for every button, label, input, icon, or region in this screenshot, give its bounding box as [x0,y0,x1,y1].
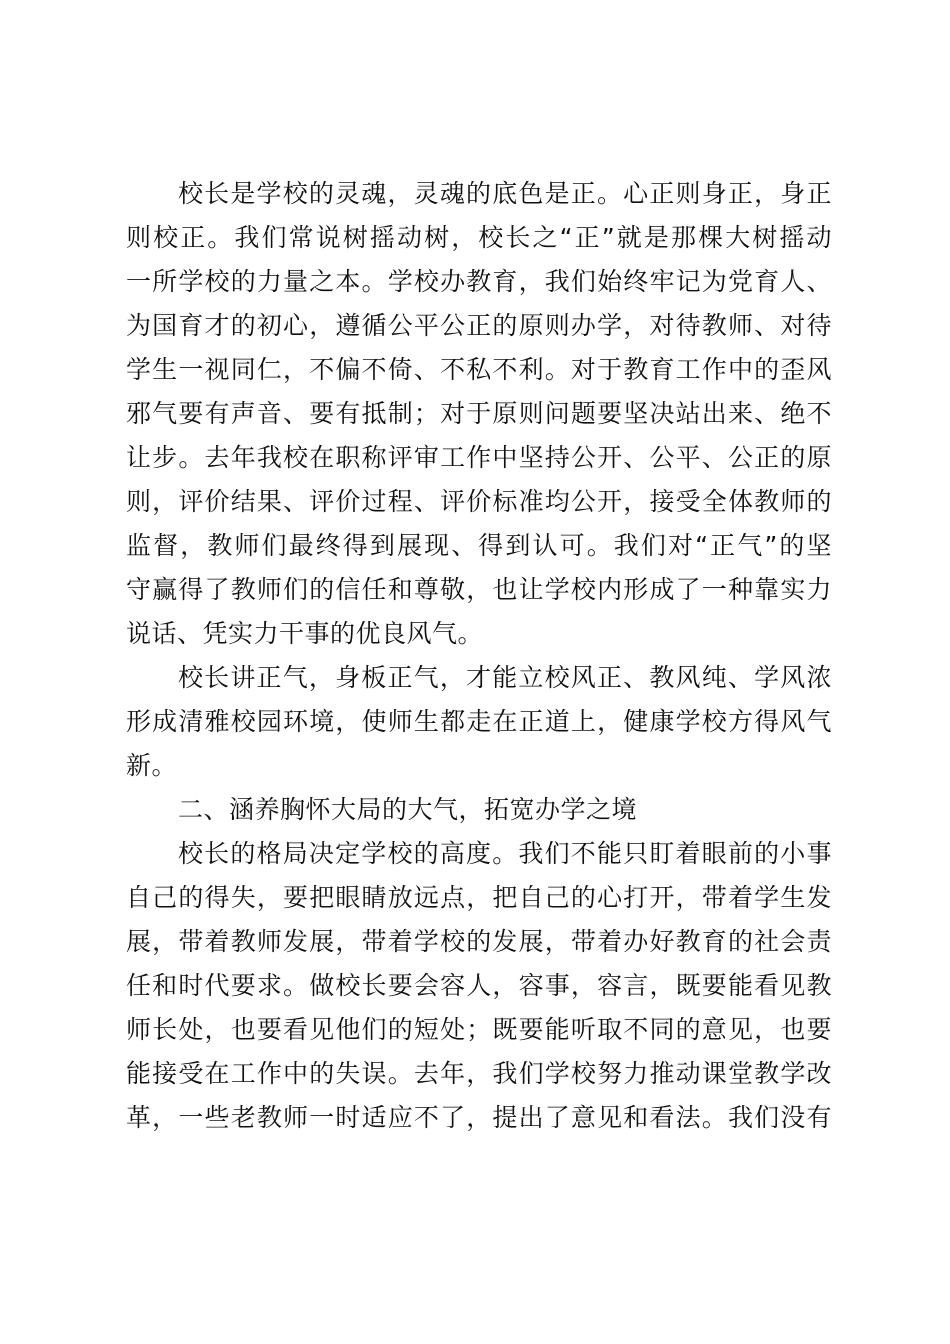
paragraph-line: 学生一视同仁，不偏不倚、不私不利。对于教育工作中的歪风 [126,355,832,384]
paragraph-1 [126,172,832,656]
paragraph-line: 邪气要有声音、要有抵制；对于原则问题要坚决站出来、绝不 [126,399,832,428]
document-body [126,172,832,1140]
paragraph-line: 校长是学校的灵魂，灵魂的底色是正。心正则身正，身正 [178,179,832,208]
section-heading: 二、涵养胸怀大局的大气，拓宽办学之境 [178,795,638,824]
paragraph-line: 展，带着教师发展，带着学校的发展，带着办好教育的社会责 [126,927,832,956]
paragraph-line: 校长的格局决定学校的高度。我们不能只盯着眼前的小事 [178,839,832,868]
paragraph-3 [126,832,832,1140]
paragraph-line: 新。 [126,751,178,780]
paragraph-line: 监督，教师们最终得到展现、得到认可。我们对“正气”的坚 [126,531,832,560]
paragraph-line: 说话、凭实力干事的优良风气。 [126,619,484,648]
paragraph-line: 师长处，也要看见他们的短处；既要能听取不同的意见，也要 [126,1015,832,1044]
paragraph-line: 任和时代要求。做校长要会容人，容事，容言，既要能看见教 [126,971,832,1000]
paragraph-line: 则，评价结果、评价过程、评价标准均公开，接受全体教师的 [126,487,832,516]
paragraph-2 [126,656,832,788]
paragraph-line: 则校正。我们常说树摇动树，校长之“正”就是那棵大树摇动 [126,223,832,252]
paragraph-line: 守赢得了教师们的信任和尊敬，也让学校内形成了一种靠实力 [126,575,832,604]
paragraph-line: 自己的得失，要把眼睛放远点，把自己的心打开，带着学生发 [126,883,832,912]
paragraph-line: 能接受在工作中的失误。去年，我们学校努力推动课堂教学改 [126,1059,832,1088]
paragraph-line: 让步。去年我校在职称评审工作中坚持公开、公平、公正的原 [126,443,832,472]
paragraph-line: 革，一些老教师一时适应不了，提出了意见和看法。我们没有 [126,1103,832,1132]
paragraph-line: 形成清雅校园环境，使师生都走在正道上，健康学校方得风气 [126,707,832,736]
paragraph-line: 为国育才的初心，遵循公平公正的原则办学，对待教师、对待 [126,311,832,340]
paragraph-line: 校长讲正气，身板正气，才能立校风正、教风纯、学风浓 [178,663,832,692]
paragraph-line: 一所学校的力量之本。学校办教育，我们始终牢记为党育人、 [126,267,832,296]
